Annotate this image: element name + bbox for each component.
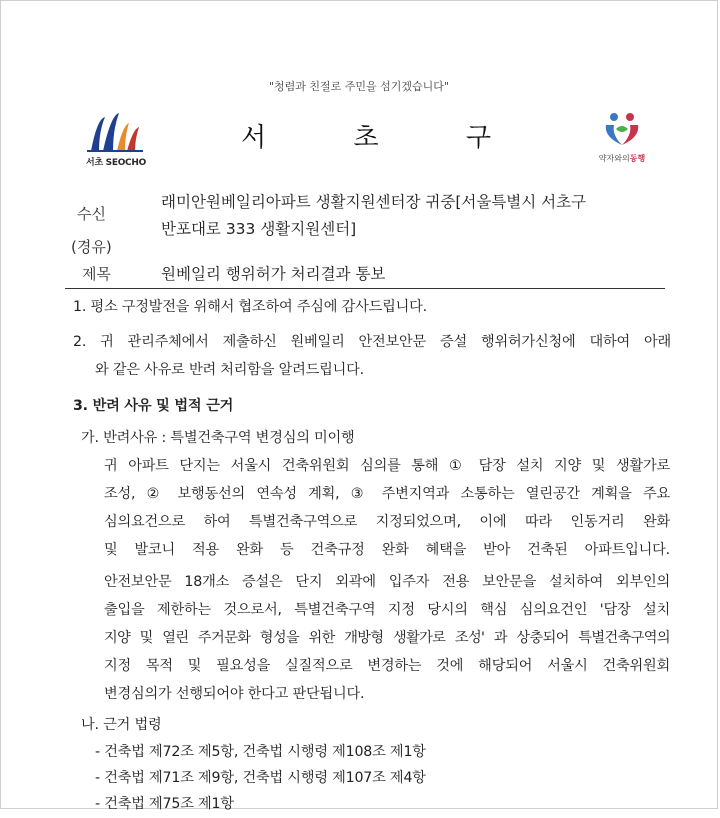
header-divider — [65, 288, 665, 289]
companionship-logo — [589, 109, 655, 164]
slogan: "청렴과 친절로 주민을 섬기겠습니다" — [269, 80, 449, 93]
paragraph-2-line-2: 와 같은 사유로 반려 처리함을 알려드립니다. — [95, 362, 364, 378]
ga-p1-line: 조성, ② 보행동선의 연속성 계획, ③ 주변지역과 소통하는 열린공간 계획을 주요 — [104, 486, 670, 502]
paragraph-1: 1. 평소 구정발전을 위해서 협조하여 주심에 감사드립니다. — [73, 299, 427, 315]
ga-p2-line: 출입을 제한하는 것으로서, 특별건축구역 지정 당시의 핵심 심의요건인 '담장 설치 — [104, 602, 670, 618]
law-item: - 건축법 제71조 제9항, 건축법 시행령 제107조 제4항 — [95, 770, 426, 786]
via-label: (경유) — [71, 238, 112, 256]
org-title-char: 구 — [465, 123, 491, 153]
law-item: - 건축법 제72조 제5항, 건축법 시행령 제108조 제1항 — [95, 744, 426, 760]
ga-p2-line: 변경심의가 선행되어야 한다고 판단됩니다. — [104, 686, 365, 702]
recipient-line-1: 래미안원베일리아파트 생활지원센터장 귀중[서울특별시 서초구 — [161, 193, 587, 211]
subsection-ga-heading: 가. 반려사유 : 특별건축구역 변경심의 미이행 — [81, 430, 355, 446]
logo-highlight: 동행 — [629, 154, 646, 163]
subsection-na-heading: 나. 근거 법령 — [81, 717, 162, 733]
logo-prefix: 약자와의 — [598, 154, 630, 163]
heart-people-icon — [600, 109, 644, 147]
ga-p1-line: 귀 아파트 단지는 서울시 건축위원회 심의를 통해 ① 담장 설치 지양 및 생활가로 — [104, 458, 670, 474]
ga-p2-line: 지양 및 열린 주거문화 형성을 위한 개방형 생활가로 조성' 과 상충되어 특별건축구역의 — [104, 630, 670, 646]
companionship-logo-text — [589, 153, 655, 164]
org-title-char: 서 — [241, 123, 267, 153]
seocho-logo-text: 서초 SEOCHO — [86, 158, 146, 168]
org-title-char: 초 — [353, 123, 379, 153]
ga-p1-line: 심의요건으로 하여 특별건축구역으로 지정되었으며, 이에 따라 인동거리 완화 — [104, 514, 670, 530]
ga-p1-line: 및 발코니 적용 완화 등 건축규정 완화 혜택을 받아 건축된 아파트입니다. — [104, 542, 670, 558]
recipient-label: 수신 — [77, 205, 106, 223]
subject-label: 제목 — [82, 265, 111, 283]
ga-p2-line: 안전보안문 18개소 증설은 단지 외곽에 입주자 전용 보안문을 설치하여 외부인의 — [104, 574, 670, 590]
paragraph-2-line-1: 2. 귀 관리주체에서 제출하신 원베일리 안전보안문 증설 행위허가신청에 대하여 아래 — [73, 334, 671, 350]
law-item: - 건축법 제75조 제1항 — [95, 796, 234, 812]
recipient-line-2: 반포대로 333 생활지원센터] — [161, 220, 357, 238]
subject-text: 원베일리 행위허가 처리결과 통보 — [161, 265, 386, 283]
ga-p2-line: 지정 목적 및 필요성을 실질적으로 변경하는 것에 해당되어 서울시 건축위원회 — [104, 658, 670, 674]
seocho-logo — [83, 111, 149, 168]
org-title — [241, 117, 491, 154]
seocho-logo-icon — [83, 111, 149, 153]
section-3-heading: 3. 반려 사유 및 법적 근거 — [73, 398, 234, 414]
